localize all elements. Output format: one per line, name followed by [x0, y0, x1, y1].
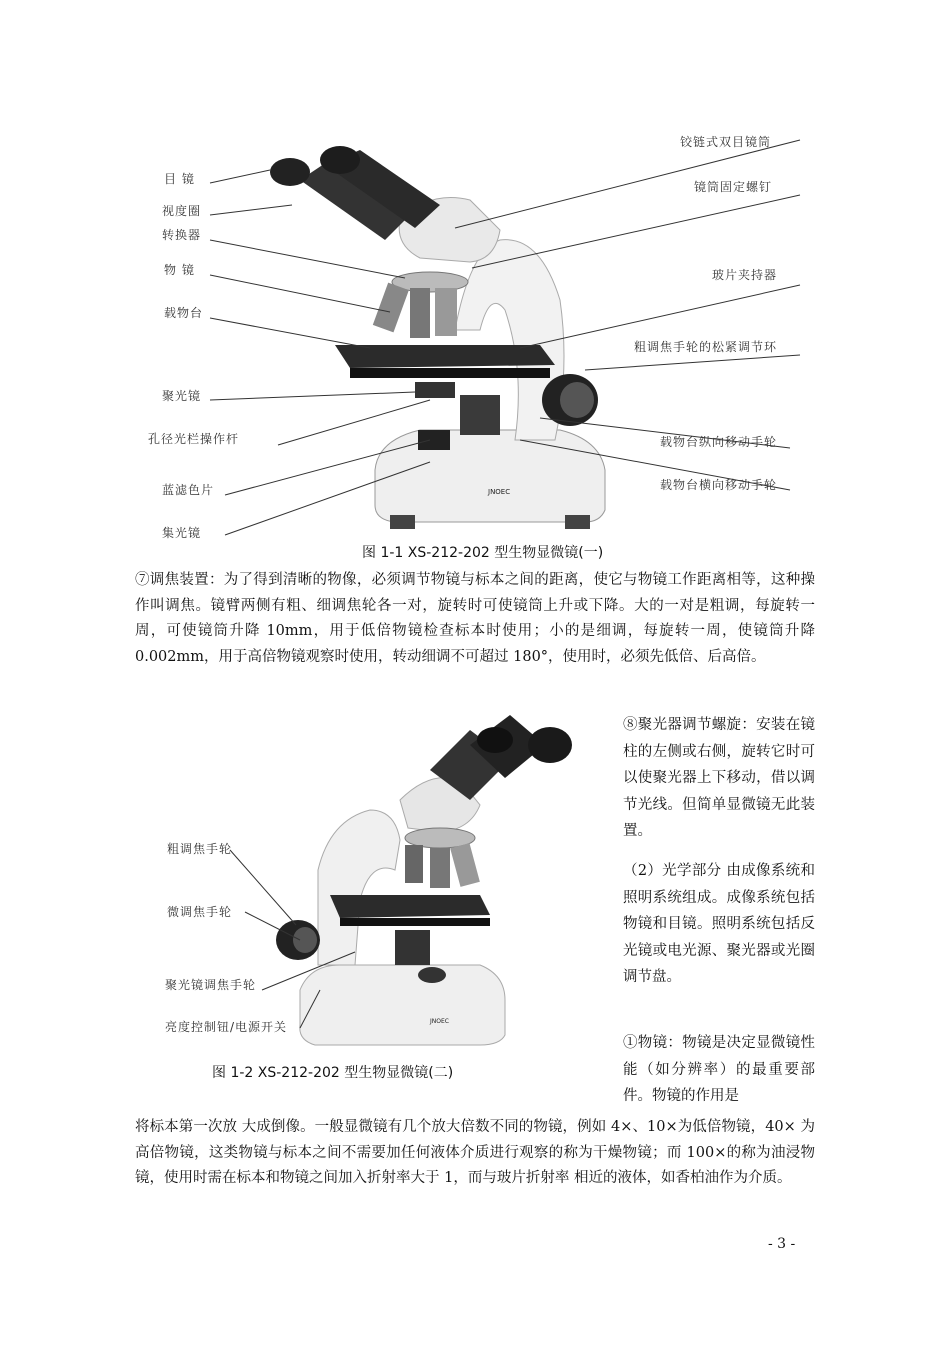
label-brightness-switch: 亮度控制钮/电源开关 [165, 1020, 288, 1034]
brand-label-2: JNOEC [430, 1018, 449, 1025]
label-slide-holder: 玻片夹持器 [712, 268, 778, 282]
label-diopter-ring: 视度圈 [162, 204, 202, 218]
label-binocular-tube: 铰链式双目镜筒 [680, 135, 772, 149]
label-eyepiece: 目 镜 [164, 172, 195, 186]
label-objective: 物 镜 [164, 263, 195, 277]
label-stage: 载物台 [164, 306, 204, 320]
label-stage-longitudinal-knob: 载物台纵向移动手轮 [660, 435, 778, 449]
label-tube-screw: 镜筒固定螺钉 [694, 180, 773, 194]
paragraph-focus-device: ⑦调焦装置：为了得到清晰的物像，必须调节物镜与标本之间的距离，使它与物镜工作距离相等，这种操作叫调焦。镜臂两侧有粗、细调焦轮各一对，旋转时可使镜筒上升或下降。大的一对是粗调，每旋转一周，可使镜筒升降 10mm，用于低倍物镜检查标本时使用；小的是细调，每旋转一周，使镜筒升降 0.002mm，用于高倍物镜观察时使用，转动细调不可超过 180°，使用时，必须先低倍、后高倍。 [135, 572, 815, 665]
label-collector-lens: 集光镜 [162, 526, 202, 540]
label-fine-knob: 微调焦手轮 [167, 905, 233, 919]
brand-label: JNOEC [488, 488, 511, 496]
paragraph-objective-detail: 将标本第一次放 大成倒像。一般显微镜有几个放大倍数不同的物镜，例如 4×、10×为低倍物镜，40× 为高倍物镜，这类物镜与标本之间不需要加任何液体介质进行观察的称为干燥物镜；而 100×的称为油浸物镜，使用时需在标本和物镜之间加入折射率大于 1，而与玻片折射率 相近的液体，如香柏油作为介质。 [135, 1119, 815, 1187]
label-condenser-knob: 聚光镜调焦手轮 [165, 978, 257, 992]
paragraph-condenser-screw: ⑧聚光器调节螺旋：安装在镜柱的左侧或右侧，旋转它时可以使聚光器上下移动，借以调节光线。但简单显微镜无此装置。 [623, 717, 815, 839]
figure-1-caption: 图 1-1 XS-212-202 型生物显微镜(一) [362, 545, 604, 561]
label-aperture-lever: 孔径光栏操作杆 [148, 432, 240, 446]
label-nosepiece: 转换器 [162, 228, 202, 242]
label-coarse-tension-ring: 粗调焦手轮的松紧调节环 [634, 340, 778, 354]
page-number: - 3 - [768, 1236, 796, 1252]
paragraph-optical-part: （2）光学部分 由成像系统和照明系统组成。成像系统包括物镜和目镜。照明系统包括反光镜或电光源、聚光器或光圈调节盘。 [623, 863, 815, 985]
label-condenser: 聚光镜 [162, 389, 202, 403]
label-blue-filter: 蓝滤色片 [162, 483, 215, 497]
label-stage-transverse-knob: 载物台横向移动手轮 [660, 478, 778, 492]
figure-2-caption: 图 1-2 XS-212-202 型生物显微镜(二) [212, 1065, 454, 1081]
label-coarse-knob: 粗调焦手轮 [167, 842, 233, 856]
paragraph-objective-intro: ①物镜：物镜是决定显微镜性能（如分辨率）的最重要部件。物镜的作用是 [623, 1035, 815, 1104]
